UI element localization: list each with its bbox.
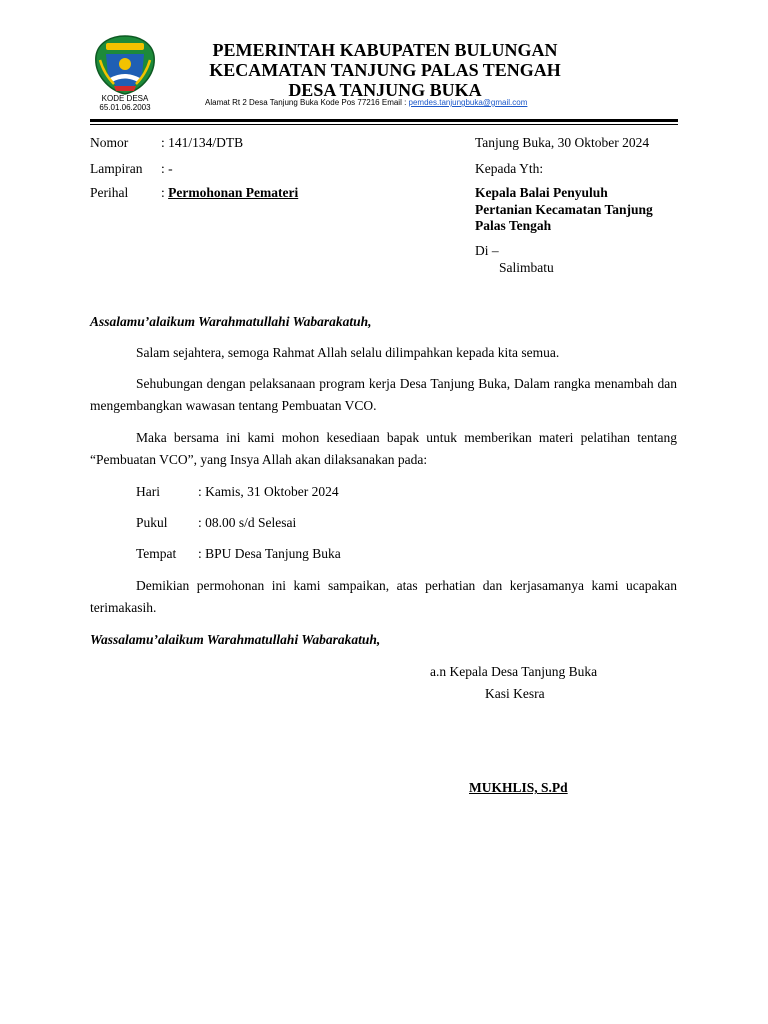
recipient-line-1: Kepala Balai Penyuluh bbox=[475, 185, 608, 200]
perihal-colon: : bbox=[161, 185, 169, 200]
nomor-label: Nomor bbox=[90, 135, 129, 150]
kepada-label: Kepada Yth: bbox=[475, 161, 544, 176]
recipient-place: Salimbatu bbox=[499, 260, 554, 275]
address-text: Alamat Rt 2 Desa Tanjung Buka Kode Pos 77216 Email : bbox=[205, 98, 409, 107]
letterhead-village: DESA TANJUNG BUKA bbox=[288, 80, 482, 100]
paragraph-4: Demikian permohonan ini kami sampaikan, atas perhatian dan kerjasamanya kami ucapakan terimakasih. bbox=[90, 578, 677, 615]
regency-emblem-icon bbox=[92, 34, 158, 96]
village-code-value: 65.01.06.2003 bbox=[99, 103, 151, 112]
pukul-label: Pukul bbox=[136, 515, 168, 530]
letterhead-district: KECAMATAN TANJUNG PALAS TENGAH bbox=[209, 60, 561, 80]
recipient-line-2: Pertanian Kecamatan Tanjung bbox=[475, 202, 653, 217]
pukul-value: : 08.00 s/d Selesai bbox=[198, 515, 297, 530]
nomor-value: : 141/134/DTB bbox=[161, 135, 244, 150]
signature-line-2: Kasi Kesra bbox=[485, 686, 545, 701]
email-link[interactable]: pemdes.tanjungbuka@gmail.com bbox=[408, 98, 528, 107]
paragraph-1: Salam sejahtera, semoga Rahmat Allah selalu dilimpahkan kepada kita semua. bbox=[136, 345, 560, 360]
signatory-name: MUKHLIS, S.Pd bbox=[469, 780, 568, 795]
di-label: Di – bbox=[475, 243, 499, 258]
letterhead-rule-thick bbox=[90, 119, 678, 122]
signature-line-1: a.n Kepala Desa Tanjung Buka bbox=[430, 664, 598, 679]
letterhead-government: PEMERINTAH KABUPATEN BULUNGAN bbox=[212, 40, 558, 60]
closing: Wassalamu’alaikum Warahmatullahi Wabarakatuh, bbox=[90, 632, 381, 647]
village-code bbox=[84, 94, 166, 112]
perihal-row bbox=[161, 185, 298, 201]
letterhead-rule-thin bbox=[90, 124, 678, 125]
letterhead-address bbox=[205, 98, 527, 107]
hari-value: : Kamis, 31 Oktober 2024 bbox=[198, 484, 339, 499]
letter-date: Tanjung Buka, 30 Oktober 2024 bbox=[475, 135, 650, 150]
lampiran-label: Lampiran bbox=[90, 161, 143, 176]
tempat-label: Tempat bbox=[136, 546, 177, 561]
hari-label: Hari bbox=[136, 484, 160, 499]
village-code-label: KODE DESA bbox=[101, 94, 149, 103]
recipient-line-3: Palas Tengah bbox=[475, 218, 552, 233]
greeting: Assalamu’alaikum Warahmatullahi Wabarakatuh, bbox=[90, 314, 372, 329]
paragraph-2: Sehubungan dengan pelaksanaan program kerja Desa Tanjung Buka, Dalam rangka menambah dan mengembangkan wawasan tentang Pembuatan VCO. bbox=[90, 376, 677, 413]
lampiran-value: : - bbox=[161, 161, 173, 176]
perihal-value: Permohonan Pemateri bbox=[168, 185, 299, 200]
paragraph-3: Maka bersama ini kami mohon kesediaan bapak untuk memberikan materi pelatihan tentang “Pembuatan VCO”, yang Insya Allah akan dilaksanakan pada: bbox=[90, 430, 677, 467]
perihal-label: Perihal bbox=[90, 185, 129, 200]
tempat-value: : BPU Desa Tanjung Buka bbox=[198, 546, 341, 561]
